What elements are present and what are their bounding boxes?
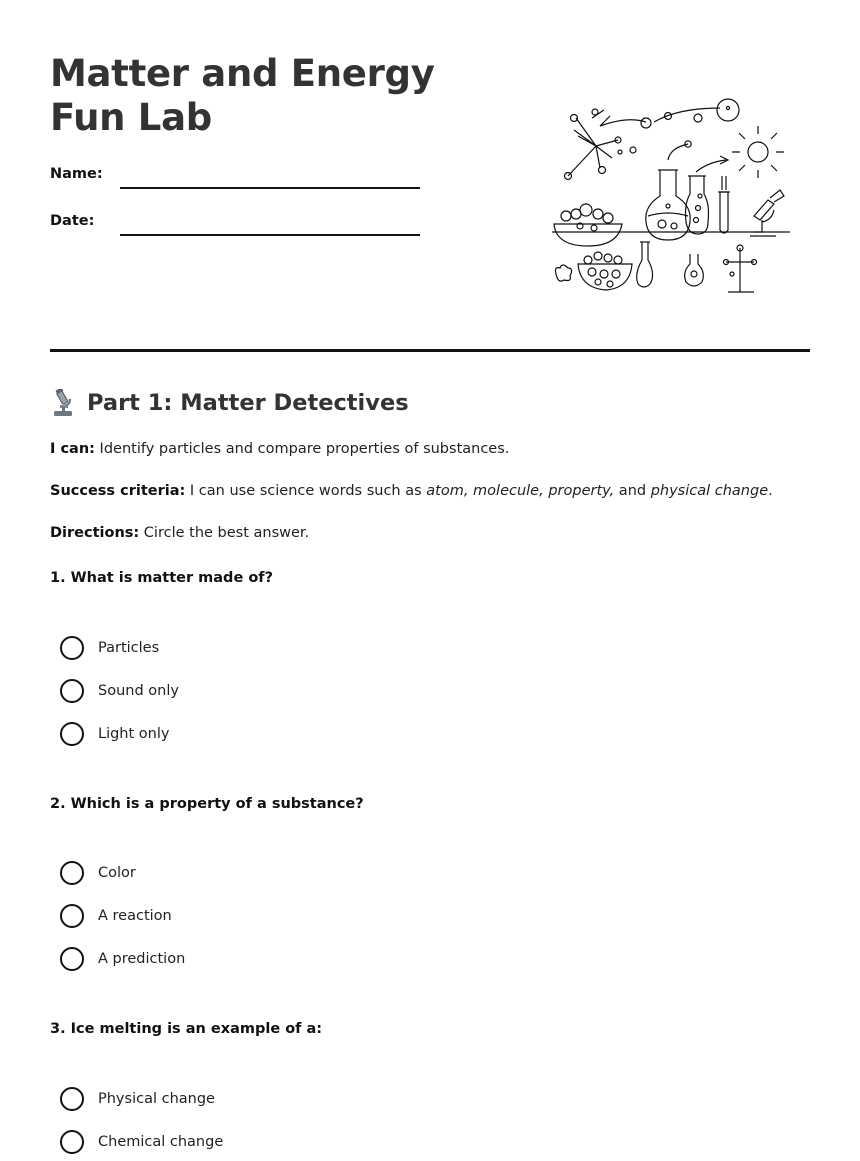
directions-text: Circle the best answer. (139, 525, 310, 541)
option-label: Sound only (98, 683, 179, 699)
part1-heading-text: Part 1: Matter Detectives (87, 390, 409, 416)
answer-circle[interactable] (60, 904, 84, 928)
i-can-statement (50, 441, 509, 457)
question-1: 1. What is matter made of? (50, 570, 274, 586)
success-text-1: I can use science words such as (185, 483, 427, 499)
directions (50, 525, 309, 541)
q1-option-particles[interactable] (60, 635, 159, 661)
success-term-2: physical change (650, 483, 769, 499)
question-3: 3. Ice melting is an example of a: (50, 1021, 323, 1037)
name-field[interactable] (120, 187, 420, 189)
success-text-3: . (768, 483, 773, 499)
answer-circle[interactable] (60, 861, 84, 885)
question-2: 2. Which is a property of a substance? (50, 796, 364, 812)
date-label: Date: (50, 213, 95, 229)
microscope-icon (50, 389, 76, 417)
option-label: A reaction (98, 908, 172, 924)
q2-option-a-reaction[interactable] (60, 903, 172, 929)
answer-circle[interactable] (60, 1087, 84, 1111)
q2-option-color[interactable] (60, 860, 136, 886)
option-label: Physical change (98, 1091, 215, 1107)
option-label: Light only (98, 726, 170, 742)
answer-circle[interactable] (60, 1130, 84, 1154)
answer-circle[interactable] (60, 636, 84, 660)
q1-option-light-only[interactable] (60, 721, 169, 747)
part1-heading (50, 389, 409, 417)
section-divider (50, 349, 810, 352)
name-label: Name: (50, 166, 103, 182)
q3-option-chemical-change[interactable] (60, 1129, 223, 1155)
option-label: Chemical change (98, 1134, 224, 1150)
success-term-1: atom, molecule, property, (426, 483, 615, 499)
success-label: Success criteria: (50, 483, 186, 499)
answer-circle[interactable] (60, 722, 84, 746)
q2-option-a-prediction[interactable] (60, 946, 185, 972)
success-text-2: and (614, 483, 651, 499)
option-label: A prediction (98, 951, 186, 967)
q3-option-physical-change[interactable] (60, 1086, 215, 1112)
answer-circle[interactable] (60, 947, 84, 971)
success-criteria (50, 483, 773, 499)
i-can-text: Identify particles and compare properties of substances. (94, 441, 510, 457)
q1-option-sound-only[interactable] (60, 678, 179, 704)
answer-circle[interactable] (60, 679, 84, 703)
directions-label: Directions: (50, 525, 140, 541)
lab-equipment-illustration (548, 96, 792, 300)
option-label: Color (98, 865, 136, 881)
date-field[interactable] (120, 234, 420, 236)
worksheet-title: Matter and Energy Fun Lab (50, 52, 435, 139)
i-can-label: I can: (50, 441, 95, 457)
option-label: Particles (98, 640, 160, 656)
